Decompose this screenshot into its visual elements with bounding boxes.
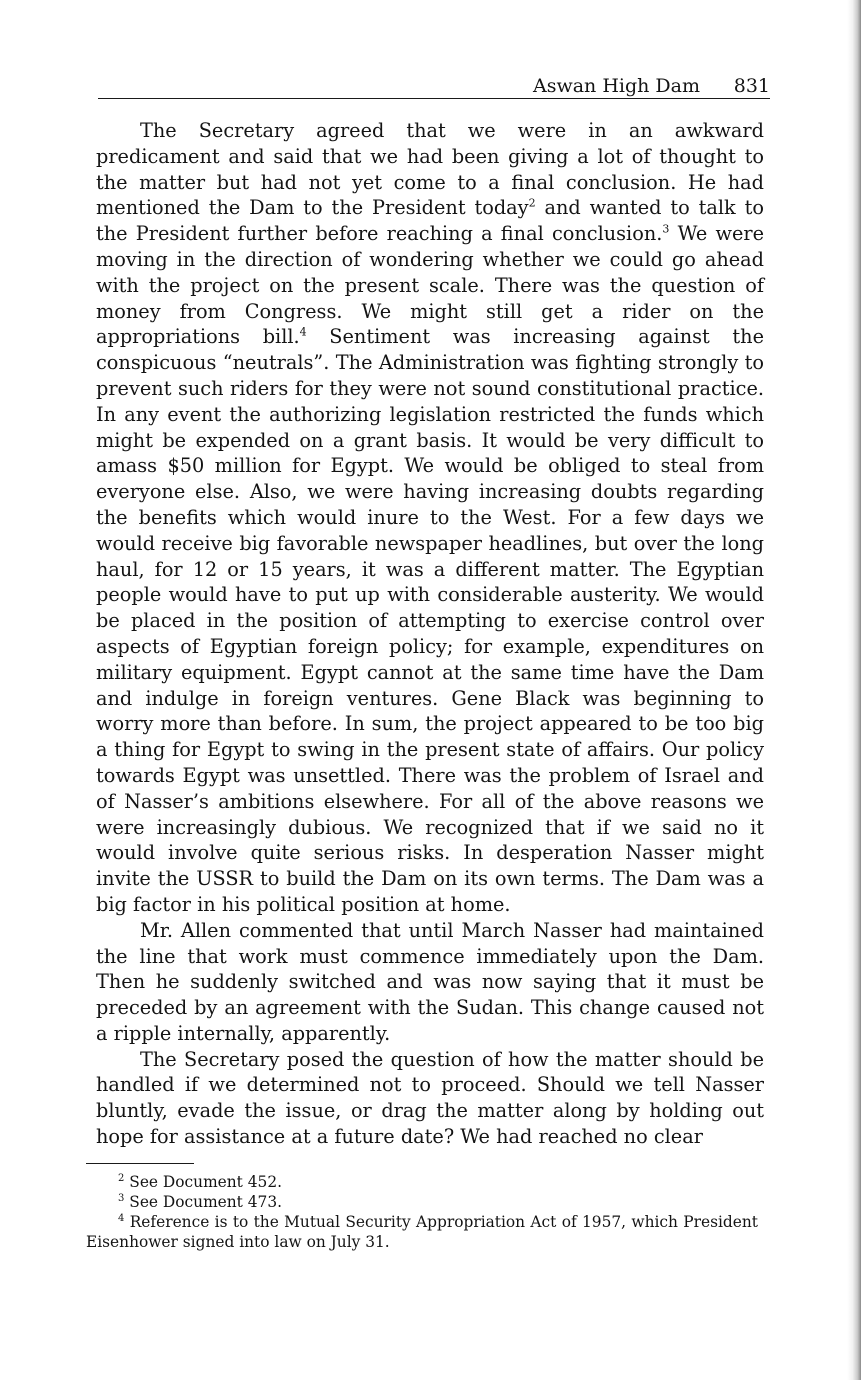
paragraph-1 [96,118,764,918]
footnote-divider [86,1163,194,1164]
paragraph-3: The Secretary posed the question of how the matter should be handled if we determined not to proceed. Should we tell Nasser bluntly, evade the issue, or drag the matter along by holding out hope for assistance at a future date? We had reached no clear [96,1047,764,1149]
body-text [96,118,764,1150]
footnote-4-text: Reference is to the Mutual Security Appropriation Act of 1957, which President Eisenhower signed into law on July 31. [86,1213,758,1251]
footnote-3-text: See Document 473. [129,1193,283,1211]
page-number: 831 [733,75,770,97]
footnote-ref-4[interactable]: 4 [299,325,307,339]
running-head: Aswan High Dam [532,75,700,97]
paragraph-1-part-1: The Secretary agreed that we were in an awkward predicament and said that we had been giving a lot of thought to the matter but had not yet come to a final conclusion. He had mentioned the Dam to the President today [96,119,764,220]
footnote-ref-3[interactable]: 3 [662,222,670,236]
footnote-4 [86,1212,758,1252]
paragraph-1-part-3: We were moving in the direction of wondering whether we could go ahead with the project on the present scale. There was the question of money from Congress. We might still get a rider on the appropriations bill. [96,222,764,349]
footnote-2-number: 2 [118,1172,125,1184]
page-edge-shadow [847,0,861,1380]
footnote-2-text: See Document 452. [129,1173,283,1191]
footnote-2 [86,1172,758,1192]
footnote-3-number: 3 [118,1192,125,1204]
footnote-ref-2[interactable]: 2 [528,196,536,210]
footnote-3 [86,1192,758,1212]
footnotes [86,1172,758,1252]
paragraph-1-part-2: and wanted to talk to the President further before reaching a final conclusion. [96,196,764,246]
page-header [98,74,770,99]
paragraph-1-part-4: Sentiment was increasing against the conspicuous “neutrals”. The Administration was fighting strongly to prevent such riders for they were not sound constitutional practice. In any event the authorizing legislation restricted the funds which might be expended on a grant basis. It would be very difficult to amass $50 million for Egypt. We would be obliged to steal from everyone else. Also, we were having increasing doubts regarding the benefits which would inure to the West. For a few days we would receive big favorable newspaper headlines, but over the long haul, for 12 or 15 years, it was a different matter. The Egyptian people would have to put up with considerable austerity. We would be placed in the position of attempting to exercise control over aspects of Egyptian foreign policy; for example, expenditures on military equipment. Egypt cannot at the same time have the Dam and indulge in foreign ventures. Gene Black was beginning to worry more than before. In sum, the project appeared to be too big a thing for Egypt to swing in the present state of affairs. Our policy towards Egypt was unsettled. There was the problem of Israel and of Nasser’s ambitions elsewhere. For all of the above reasons we were increasingly dubious. We recognized that if we said no it would involve quite serious risks. In desperation Nasser might invite the USSR to build the Dam on its own terms. The Dam was a big factor in his political position at home. [96,325,764,916]
footnote-4-number: 4 [118,1212,125,1224]
paragraph-2: Mr. Allen commented that until March Nasser had maintained the line that work must commence immediately upon the Dam. Then he suddenly switched and was now saying that it must be preceded by an agreement with the Sudan. This change caused not a ripple internally, apparently. [96,918,764,1045]
